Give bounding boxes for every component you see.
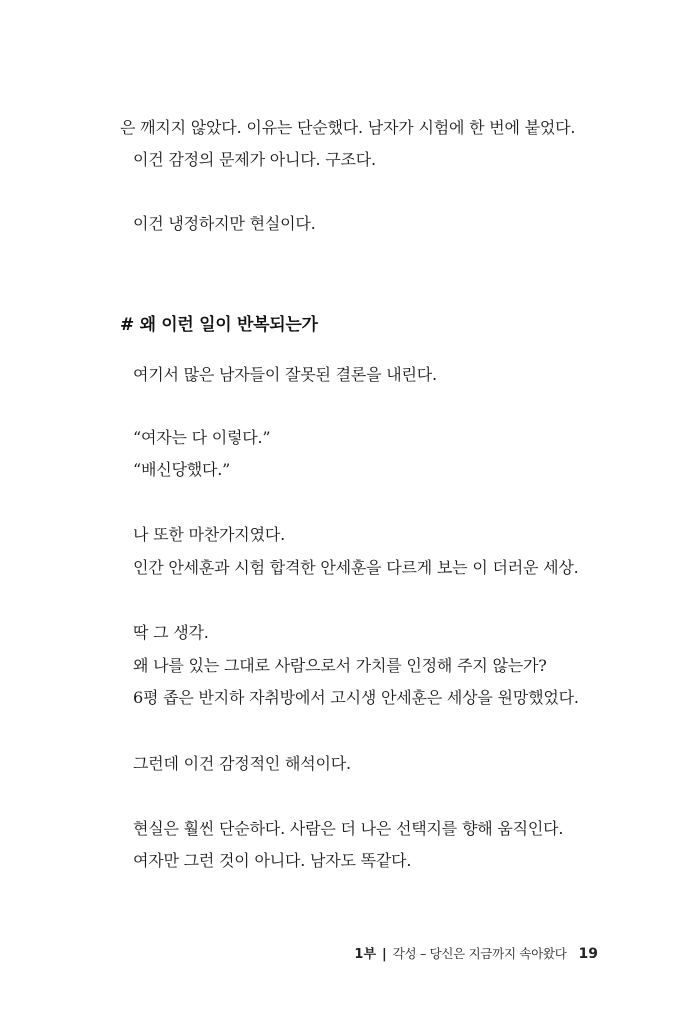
text-line: 현실은 훨씬 단순하다. 사람은 더 나은 선택지를 향해 움직인다. xyxy=(133,819,564,838)
page-number: 19 xyxy=(578,946,598,962)
text-line: 그런데 이건 감정적인 해석이다. xyxy=(133,754,351,773)
page-footer xyxy=(354,945,598,964)
text-line: 인간 안세훈과 시험 합격한 안세훈을 다르게 보는 이 더러운 세상. xyxy=(133,558,579,577)
text-line: 6평 좁은 반지하 자취방에서 고시생 안세훈은 세상을 원망했었다. xyxy=(133,688,579,707)
text-line: 은 깨지지 않았다. 이유는 단순했다. 남자가 시험에 한 번에 붙었다. xyxy=(120,118,576,137)
footer-chapter-title: 각성 – 당신은 지금까지 속아왔다 xyxy=(392,946,567,961)
text-line: 여기서 많은 남자들이 잘못된 결론을 내린다. xyxy=(133,365,437,384)
text-line: 딱 그 생각. xyxy=(133,623,209,642)
footer-part-label: 1부 xyxy=(354,947,377,962)
text-line: 여자만 그런 것이 아니다. 남자도 똑같다. xyxy=(133,851,412,870)
text-line: 나 또한 마찬가지였다. xyxy=(133,525,285,544)
footer-separator: | xyxy=(382,947,387,962)
text-line: “배신당했다.” xyxy=(133,460,231,479)
text-line: “여자는 다 이렇다.” xyxy=(133,428,271,447)
section-heading: # 왜 이런 일이 반복되는가 xyxy=(120,315,318,335)
text-line: 이건 냉정하지만 현실이다. xyxy=(133,214,316,233)
text-line: 왜 나를 있는 그대로 사람으로서 가치를 인정해 주지 않는가? xyxy=(133,656,547,675)
text-line: 이건 감정의 문제가 아니다. 구조다. xyxy=(133,150,376,169)
